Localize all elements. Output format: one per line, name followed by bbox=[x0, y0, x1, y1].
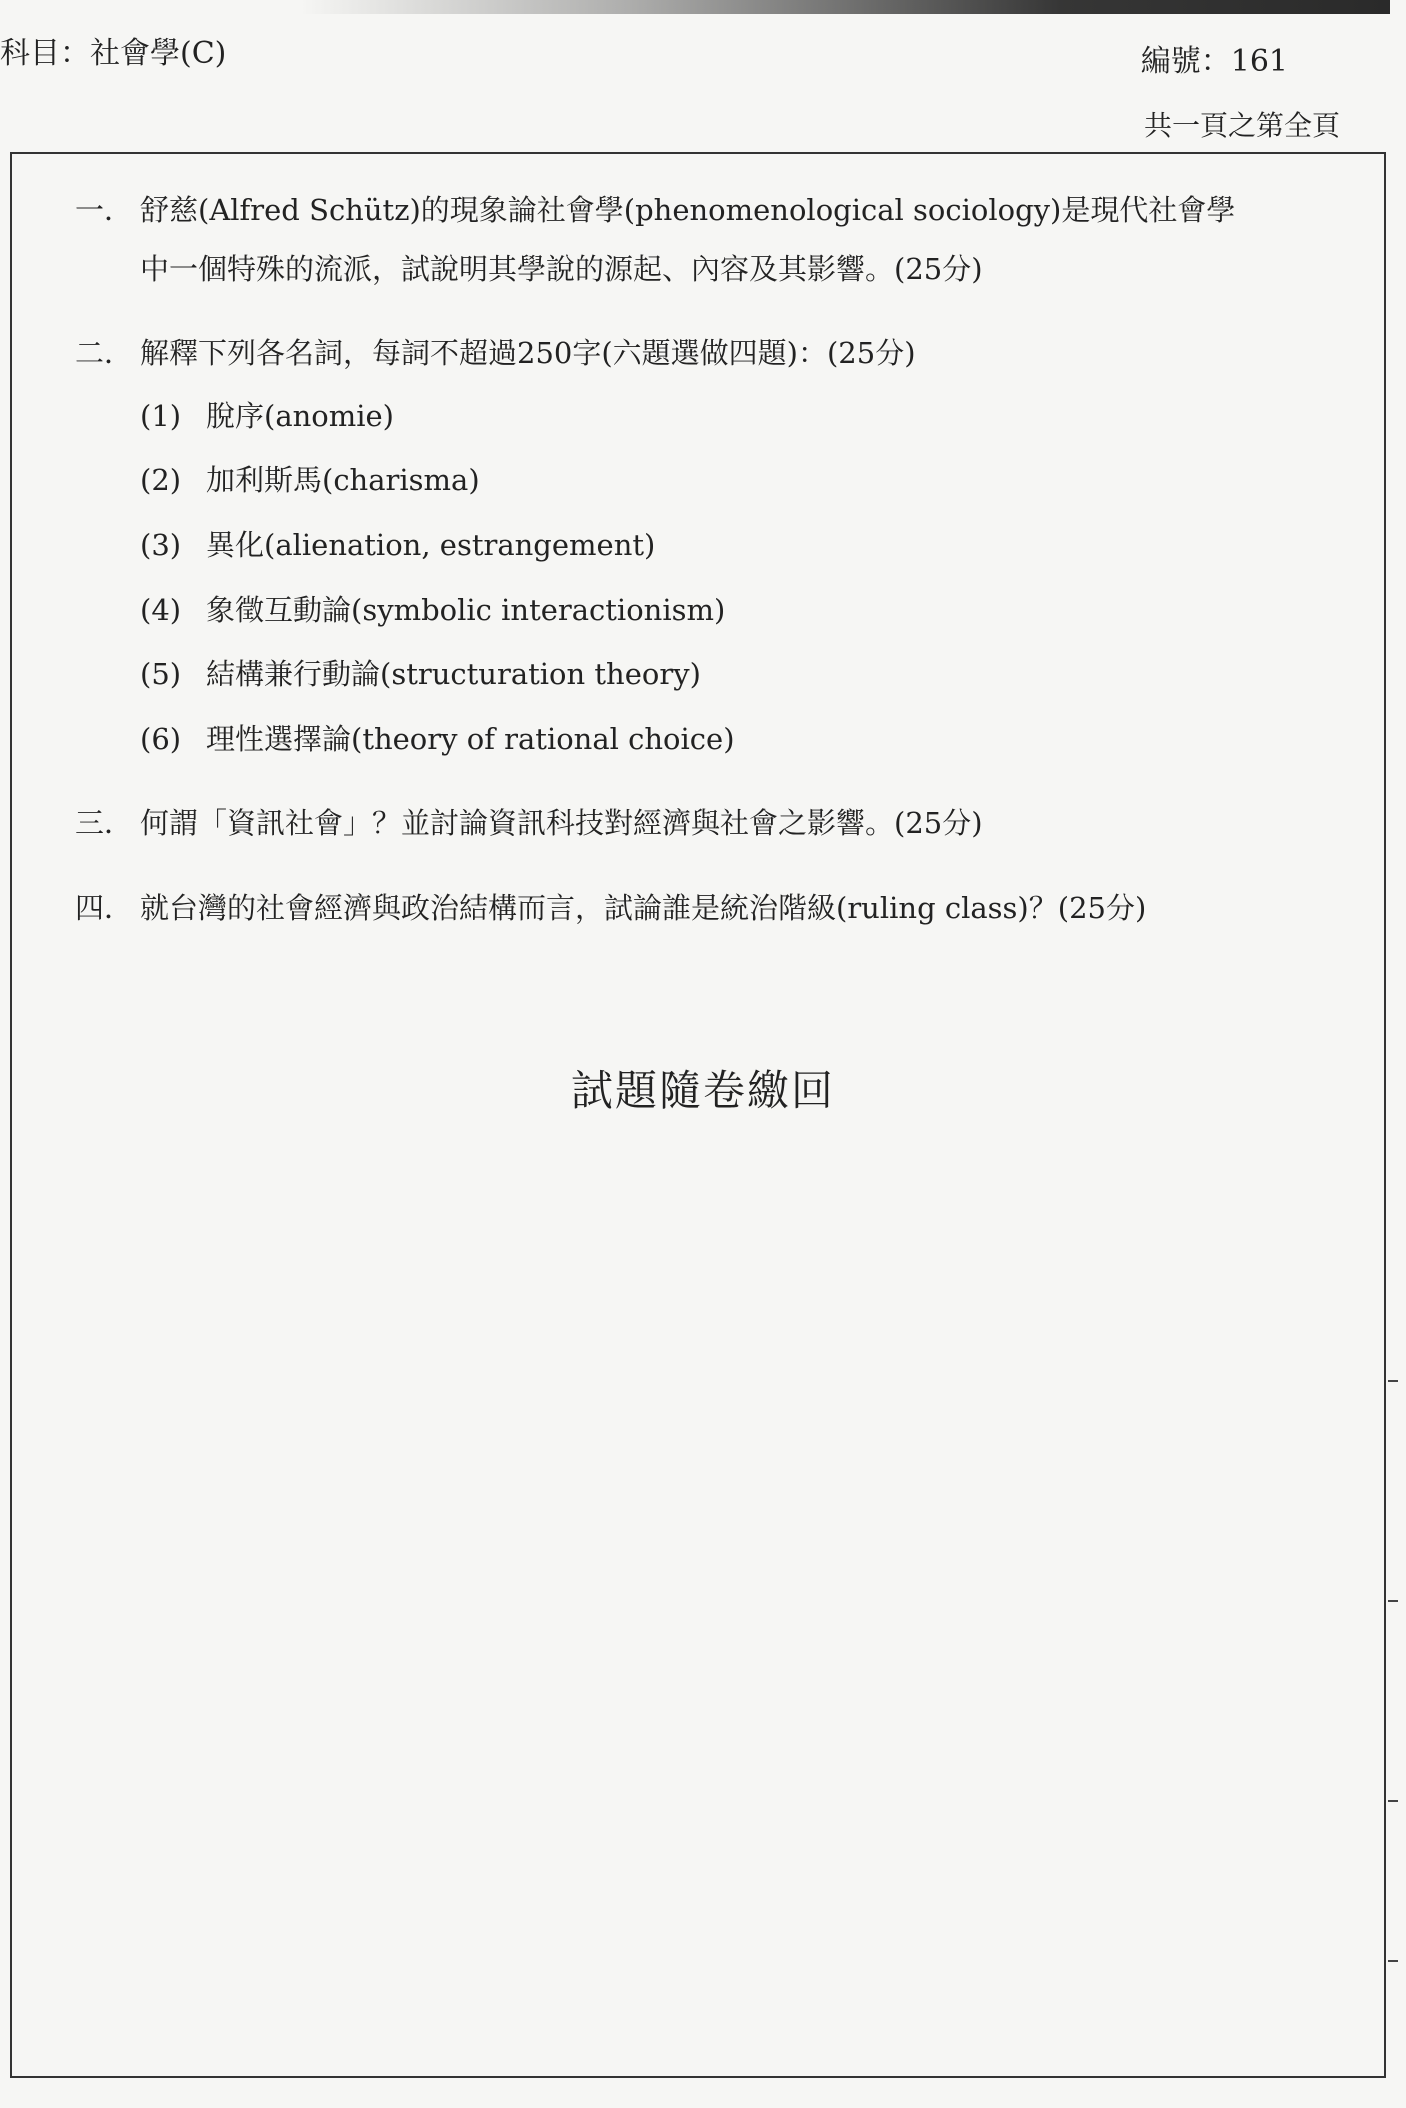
scan-edge-mark bbox=[1388, 1600, 1398, 1602]
question-text-line: 解釋下列各名詞，每詞不超過250字(六題選做四題)：(25分) bbox=[140, 336, 916, 371]
question-number: 三． bbox=[75, 806, 134, 841]
page-count-label: 共一頁之第全頁 bbox=[1143, 109, 1340, 142]
question-4 bbox=[75, 888, 1355, 929]
question-2 bbox=[75, 333, 1355, 759]
term-text: 理性選擇論(theory of rational choice) bbox=[206, 721, 735, 756]
term-list bbox=[140, 396, 1355, 760]
question-number: 二． bbox=[75, 336, 134, 371]
return-paper-note: 試題隨卷繳回 bbox=[570, 1066, 835, 1115]
term-index: (4) bbox=[140, 592, 182, 627]
term-index: (5) bbox=[140, 657, 182, 692]
term-item bbox=[140, 460, 1355, 501]
scan-top-smudge bbox=[300, 0, 1390, 14]
term-text: 異化(alienation, estrangement) bbox=[206, 527, 656, 562]
question-text-line: 中一個特殊的流派，試說明其學說的源起、內容及其影響。(25分) bbox=[140, 251, 983, 286]
question-text-line: 就台灣的社會經濟與政治結構而言，試論誰是統治階級(ruling class)？(25分) bbox=[140, 890, 1147, 925]
term-text: 脫序(anomie) bbox=[206, 398, 394, 433]
term-text: 加利斯馬(charisma) bbox=[206, 463, 480, 498]
subject-label: 科目：社會學(C) bbox=[0, 36, 227, 71]
term-text: 結構兼行動論(structuration theory) bbox=[206, 657, 701, 692]
question-text-line: 舒慈(Alfred Schütz)的現象論社會學(phenomenological sociology)是現代社會學 bbox=[140, 193, 1236, 227]
question-text-line: 何謂「資訊社會」？並討論資訊科技對經濟與社會之影響。(25分) bbox=[140, 806, 983, 841]
scan-edge-mark bbox=[1388, 1380, 1398, 1382]
scan-edge-mark bbox=[1388, 1800, 1398, 1802]
term-item bbox=[140, 525, 1355, 566]
term-index: (3) bbox=[140, 527, 182, 562]
term-index: (6) bbox=[140, 721, 182, 756]
question-3 bbox=[75, 803, 1355, 844]
term-item bbox=[140, 590, 1355, 631]
exam-code-label: 編號：161 bbox=[1140, 44, 1288, 79]
term-text: 象徵互動論(symbolic interactionism) bbox=[206, 592, 726, 627]
term-index: (2) bbox=[140, 463, 182, 498]
term-item bbox=[140, 396, 1355, 437]
question-number: 四． bbox=[75, 890, 134, 925]
term-index: (1) bbox=[140, 398, 182, 433]
term-item bbox=[140, 719, 1355, 760]
scan-edge-mark bbox=[1388, 1960, 1398, 1962]
question-1 bbox=[75, 190, 1355, 289]
question-number: 一． bbox=[75, 193, 134, 227]
question-list bbox=[75, 190, 1355, 973]
term-item bbox=[140, 654, 1355, 695]
